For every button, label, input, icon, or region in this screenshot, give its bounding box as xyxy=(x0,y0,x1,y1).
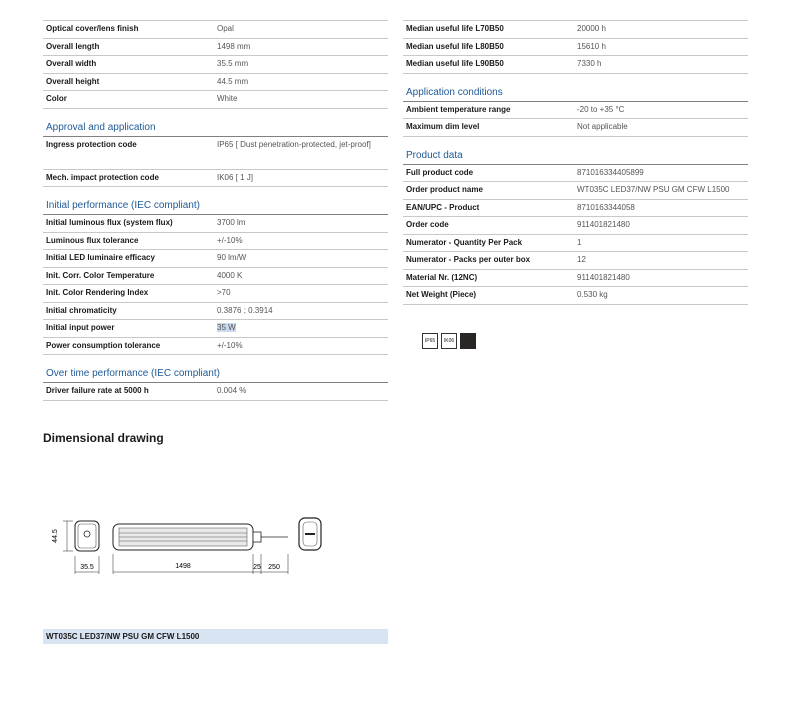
spec-row-ambient-temperature: Ambient temperature range -20 to +35 °C xyxy=(403,102,748,120)
spec-row-overall-length: Overall length 1498 mm xyxy=(43,39,388,57)
spec-row-impact-protection: Mech. impact protection code IK06 [ 1 J] xyxy=(43,170,388,188)
spec-row-input-power: Initial input power 35 W xyxy=(43,320,388,338)
dimensional-drawing-title: Dimensional drawing xyxy=(43,431,164,445)
highlighted-value[interactable]: 35 W xyxy=(217,323,236,332)
footer-product-name: WT035C LED37/NW PSU GM CFW L1500 xyxy=(43,629,388,644)
dim-label-a: 25 xyxy=(253,564,261,571)
left-spec-column xyxy=(43,20,388,401)
spec-row-ean: EAN/UPC - Product 8710163344058 xyxy=(403,200,748,218)
spec-row-overall-width: Overall width 35.5 mm xyxy=(43,56,388,74)
spec-row-order-product-name: Order product name WT035C LED37/NW PSU GM CFW L1500 xyxy=(403,182,748,200)
spec-row-net-weight: Net Weight (Piece) 0.530 kg xyxy=(403,287,748,305)
spec-row-life-l70: Median useful life L70B50 20000 h xyxy=(403,20,748,39)
section-title-initial-performance: Initial performance (IEC compliant) xyxy=(43,197,388,215)
dimensional-drawing xyxy=(43,512,343,582)
dim-label-length: 1498 xyxy=(175,563,191,570)
spec-row-max-dim: Maximum dim level Not applicable xyxy=(403,119,748,137)
certification-symbols xyxy=(422,333,476,349)
section-title-approval: Approval and application xyxy=(43,119,388,137)
end-cap-view xyxy=(299,518,321,550)
section-title-overtime-performance: Over time performance (IEC compliant) xyxy=(43,365,388,383)
spec-row-life-l80: Median useful life L80B50 15610 h xyxy=(403,39,748,57)
spec-row-color-rendering: Init. Color Rendering Index >70 xyxy=(43,285,388,303)
spec-row-driver-failure: Driver failure rate at 5000 h 0.004 % xyxy=(43,383,388,401)
spec-row-chromaticity: Initial chromaticity 0.3876 ; 0.3914 xyxy=(43,303,388,321)
spec-row-color-temperature: Init. Corr. Color Temperature 4000 K xyxy=(43,268,388,286)
spec-row-power-tolerance: Power consumption tolerance +/-10% xyxy=(43,338,388,356)
color-swatch-icon xyxy=(460,333,476,349)
ip65-icon: IP65 xyxy=(422,333,438,349)
ik06-icon: IK06 xyxy=(441,333,457,349)
cross-section-view xyxy=(52,521,99,574)
spec-row-material-nr: Material Nr. (12NC) 911401821480 xyxy=(403,270,748,288)
spec-row-lens-finish: Optical cover/lens finish Opal xyxy=(43,20,388,39)
dim-label-b: 250 xyxy=(268,564,280,571)
spec-row-packs-per-box: Numerator - Packs per outer box 12 xyxy=(403,252,748,270)
spec-row-life-l90: Median useful life L90B50 7330 h xyxy=(403,56,748,74)
section-title-product-data: Product data xyxy=(403,147,748,165)
luminaire-side-view xyxy=(113,524,288,574)
spec-row-order-code: Order code 911401821480 xyxy=(403,217,748,235)
right-spec-column xyxy=(403,20,748,305)
spec-row-overall-height: Overall height 44.5 mm xyxy=(43,74,388,92)
spec-row-flux-tolerance: Luminous flux tolerance +/-10% xyxy=(43,233,388,251)
spec-row-color: Color White xyxy=(43,91,388,109)
spec-row-efficacy: Initial LED luminaire efficacy 90 lm/W xyxy=(43,250,388,268)
dim-label-height: 44.5 xyxy=(52,529,59,543)
spec-row-ingress-protection: Ingress protection code IP65 [ Dust penetration-protected, jet-proof] xyxy=(43,137,388,170)
dim-label-width: 35.5 xyxy=(80,564,94,571)
spec-row-qty-per-pack: Numerator - Quantity Per Pack 1 xyxy=(403,235,748,253)
spec-row-full-product-code: Full product code 871016334405899 xyxy=(403,165,748,183)
section-title-application: Application conditions xyxy=(403,84,748,102)
spec-row-luminous-flux: Initial luminous flux (system flux) 3700 lm xyxy=(43,215,388,233)
